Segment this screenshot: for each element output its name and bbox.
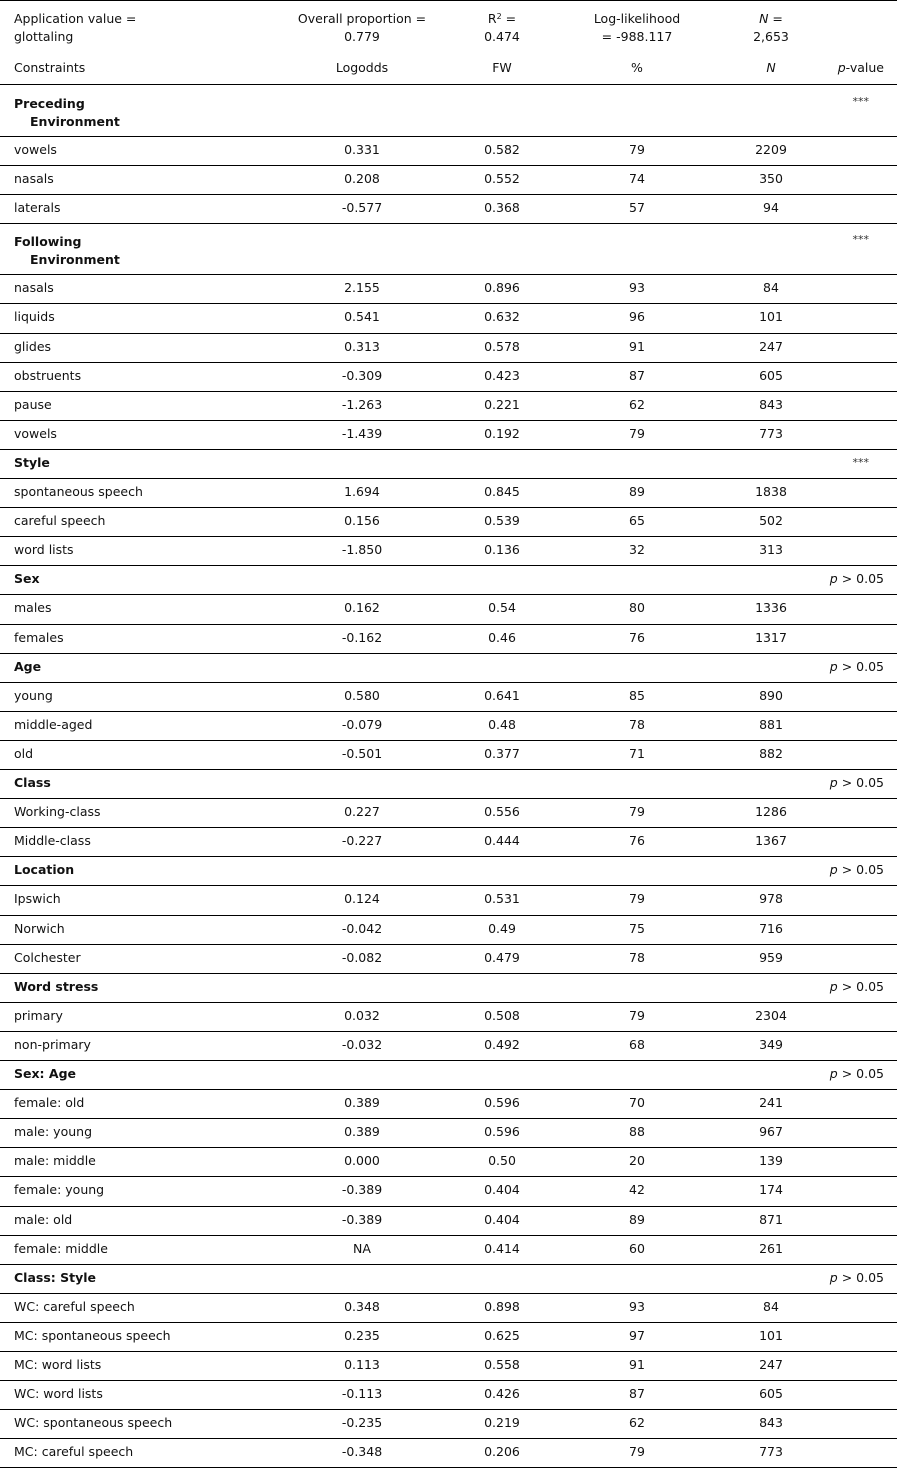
application-value: glottaling xyxy=(14,29,74,44)
table-row xyxy=(0,391,897,420)
n-total-value: 2,653 xyxy=(753,29,789,44)
n-value: 1336 xyxy=(755,600,787,616)
logodds-value: 0.156 xyxy=(344,513,380,529)
percent-value: 79 xyxy=(629,142,645,157)
n-value: 2209 xyxy=(755,142,787,157)
group-name: Age xyxy=(14,658,42,674)
logodds-value: -0.082 xyxy=(341,949,383,965)
table-row xyxy=(0,165,897,194)
group-header-row xyxy=(0,565,897,594)
fw-value: 0.50 xyxy=(488,1153,516,1169)
constraint-label: Working-class xyxy=(14,804,101,820)
percent-value: 62 xyxy=(629,396,645,412)
fw-value: 0.539 xyxy=(484,513,520,529)
percent-value: 97 xyxy=(629,1327,645,1343)
constraint-label: WC: word lists xyxy=(14,1386,103,1402)
table-row xyxy=(0,274,897,303)
n-value: 101 xyxy=(759,309,783,325)
logodds-value: 0.208 xyxy=(344,171,380,187)
n-value: 247 xyxy=(759,338,783,354)
logodds-value: 0.541 xyxy=(344,309,380,325)
percent-value: 20 xyxy=(629,1153,645,1169)
group-p-value: p > 0.05 xyxy=(829,862,884,878)
table-row xyxy=(0,1031,897,1060)
fw-value: 0.552 xyxy=(484,171,520,187)
group-name: Class xyxy=(14,775,51,790)
logodds-value: 0.124 xyxy=(344,891,380,907)
logodds-value: -0.389 xyxy=(341,1211,383,1227)
logodds-value: -0.162 xyxy=(341,629,383,645)
n-total-cell xyxy=(753,10,789,46)
fw-value: 0.368 xyxy=(484,200,520,216)
percent-value: 62 xyxy=(629,1415,645,1431)
fw-value: 0.219 xyxy=(484,1415,520,1431)
constraint-label: liquids xyxy=(14,309,55,325)
constraint-label: Middle-class xyxy=(14,833,91,849)
percent-value: 89 xyxy=(629,1211,645,1227)
n-value: 967 xyxy=(759,1124,783,1140)
n-value: 174 xyxy=(759,1182,783,1198)
logodds-value: 0.348 xyxy=(344,1298,380,1314)
table-row xyxy=(0,711,897,740)
group-name: Class: Style xyxy=(14,1269,97,1285)
n-value: 1286 xyxy=(755,804,787,820)
group-header-row xyxy=(0,223,897,274)
n-total-label: N xyxy=(759,11,769,26)
fw-value: 0.221 xyxy=(484,396,520,412)
fw-value: 0.414 xyxy=(484,1240,520,1256)
constraint-label: middle-aged xyxy=(14,716,93,732)
logodds-value: -0.309 xyxy=(341,367,383,383)
constraint-label: nasals xyxy=(14,171,54,187)
group-header-row xyxy=(0,973,897,1002)
group-p-value: p > 0.05 xyxy=(829,658,884,674)
fw-value: 0.136 xyxy=(484,542,520,558)
percent-value: 65 xyxy=(629,513,645,529)
percent-value: 87 xyxy=(629,1386,645,1402)
group-name: Style xyxy=(14,454,50,470)
constraint-label: male: middle xyxy=(14,1153,96,1169)
group-header-row xyxy=(0,1264,897,1293)
group-p-value: p > 0.05 xyxy=(829,1066,884,1081)
percent-value: 76 xyxy=(629,833,645,849)
n-value: 349 xyxy=(759,1036,783,1052)
percent-value: 96 xyxy=(629,309,645,325)
table-row xyxy=(0,303,897,332)
percent-value: 42 xyxy=(629,1182,645,1198)
logodds-value: 0.000 xyxy=(344,1153,380,1169)
table-row xyxy=(0,1438,897,1467)
logodds-value: 0.389 xyxy=(344,1124,380,1140)
logodds-value: -0.113 xyxy=(341,1386,383,1402)
group-header-row xyxy=(0,856,897,885)
table-row xyxy=(0,478,897,507)
logodds-value: -1.850 xyxy=(341,542,383,558)
table-row xyxy=(0,1293,897,1322)
fw-value: 0.54 xyxy=(488,600,516,616)
table-row xyxy=(0,1380,897,1409)
table-row xyxy=(0,362,897,391)
table-row xyxy=(0,1147,897,1176)
r-squared-eq: = xyxy=(501,11,517,26)
percent-value: 85 xyxy=(629,687,645,703)
overall-proportion-label: Overall proportion = xyxy=(297,11,427,26)
constraint-label: males xyxy=(14,600,52,616)
n-value: 605 xyxy=(759,367,783,383)
n-value: 2304 xyxy=(755,1007,787,1023)
table-row xyxy=(0,194,897,223)
table-row xyxy=(0,944,897,973)
constraint-label: vowels xyxy=(14,425,57,441)
constraint-label: male: young xyxy=(14,1124,93,1140)
constraint-label: old xyxy=(14,745,34,761)
constraint-label: non-primary xyxy=(14,1036,91,1052)
constraint-label: laterals xyxy=(14,200,61,216)
logodds-value: -1.439 xyxy=(341,425,383,441)
percent-value: 79 xyxy=(629,891,645,907)
constraint-label: careful speech xyxy=(14,513,106,529)
percent-value: 57 xyxy=(629,200,645,216)
fw-value: 0.625 xyxy=(484,1327,520,1343)
fw-value: 0.492 xyxy=(484,1036,520,1052)
n-value: 84 xyxy=(763,280,779,296)
logodds-value: NA xyxy=(353,1240,371,1256)
fw-value: 0.531 xyxy=(484,891,520,907)
constraint-label: MC: careful speech xyxy=(14,1444,134,1460)
constraint-label: MC: spontaneous speech xyxy=(14,1327,171,1343)
group-name: Following Environment xyxy=(14,234,120,268)
n-value: 882 xyxy=(759,745,783,761)
n-value: 247 xyxy=(759,1357,783,1372)
n-value: 1367 xyxy=(755,833,787,849)
fw-value: 0.596 xyxy=(484,1095,520,1111)
percent-value: 89 xyxy=(629,484,645,499)
n-value: 261 xyxy=(759,1240,783,1256)
logodds-value: -0.042 xyxy=(341,920,383,936)
group-p-value: *** xyxy=(852,455,869,469)
n-value: 101 xyxy=(759,1327,783,1343)
n-value: 773 xyxy=(759,1444,783,1460)
table-row xyxy=(0,624,897,653)
constraint-label: spontaneous speech xyxy=(14,484,143,499)
log-likelihood-value: = -988.117 xyxy=(601,29,673,44)
n-value: 94 xyxy=(763,200,779,216)
logodds-value: 0.313 xyxy=(344,338,380,354)
table-row xyxy=(0,740,897,769)
logodds-value: -0.032 xyxy=(341,1036,383,1052)
constraint-label: Ipswich xyxy=(14,891,61,907)
group-header-row xyxy=(0,653,897,682)
fw-value: 0.377 xyxy=(484,745,520,761)
overall-proportion: 0.779 xyxy=(344,29,380,44)
n-value: 1838 xyxy=(755,484,787,499)
fw-value: 0.206 xyxy=(484,1444,520,1460)
constraint-label: nasals xyxy=(14,280,54,296)
logodds-value: -0.227 xyxy=(341,833,383,849)
constraint-label: females xyxy=(14,629,64,645)
table-row xyxy=(0,1002,897,1031)
n-value: 871 xyxy=(759,1211,783,1227)
n-value: 881 xyxy=(759,716,783,732)
column-header-n: N xyxy=(766,60,776,75)
group-p-value: *** xyxy=(852,233,869,247)
percent-value: 74 xyxy=(629,171,645,187)
application-value-cell xyxy=(14,10,136,46)
constraint-label: obstruents xyxy=(14,367,82,383)
table-row xyxy=(0,827,897,856)
logodds-value: 0.032 xyxy=(344,1007,380,1023)
constraint-label: female: old xyxy=(14,1095,85,1111)
group-name: Sex xyxy=(14,571,40,587)
percent-value: 78 xyxy=(629,716,645,732)
logodds-value: -1.263 xyxy=(341,396,383,412)
percent-value: 32 xyxy=(629,542,645,558)
constraint-label: Colchester xyxy=(14,949,81,965)
fw-value: 0.479 xyxy=(484,949,520,965)
column-header-p-value: p-value xyxy=(837,60,884,75)
percent-value: 70 xyxy=(629,1095,645,1111)
group-header-row xyxy=(0,1060,897,1089)
percent-value: 93 xyxy=(629,1298,645,1314)
fw-value: 0.558 xyxy=(484,1357,520,1372)
fw-value: 0.508 xyxy=(484,1007,520,1023)
column-header-percent: % xyxy=(631,60,643,75)
n-value: 978 xyxy=(759,891,783,907)
r-squared-label: R xyxy=(487,11,497,26)
group-name: Preceding Environment xyxy=(14,96,120,129)
table-row xyxy=(0,798,897,827)
logodds-value: 0.162 xyxy=(344,600,380,616)
fw-value: 0.404 xyxy=(484,1182,520,1198)
group-header-row xyxy=(0,449,897,478)
constraint-label: WC: careful speech xyxy=(14,1298,135,1314)
application-value-label: Application value = xyxy=(14,11,137,26)
group-header-row xyxy=(0,769,897,798)
table-row xyxy=(0,1322,897,1351)
table-row xyxy=(0,682,897,711)
table-row xyxy=(0,1089,897,1118)
table-row xyxy=(0,885,897,914)
table-row xyxy=(0,333,897,362)
fw-value: 0.641 xyxy=(484,687,520,703)
n-value: 84 xyxy=(763,1298,779,1314)
group-name: Word stress xyxy=(14,978,99,994)
table-row xyxy=(0,1118,897,1147)
fw-value: 0.632 xyxy=(484,309,520,325)
logodds-value: 0.227 xyxy=(344,804,380,820)
constraint-label: female: young xyxy=(14,1182,105,1198)
percent-value: 60 xyxy=(629,1240,645,1256)
percent-value: 93 xyxy=(629,280,645,296)
constraint-label: primary xyxy=(14,1007,63,1023)
n-value: 1317 xyxy=(755,629,787,645)
n-value: 241 xyxy=(759,1095,783,1111)
logodds-value: 0.331 xyxy=(344,142,380,157)
group-p-value: p > 0.05 xyxy=(829,775,884,790)
constraint-label: pause xyxy=(14,396,52,412)
n-value: 843 xyxy=(759,1415,783,1431)
logodds-value: -0.389 xyxy=(341,1182,383,1198)
table-row xyxy=(0,1235,897,1264)
fw-value: 0.192 xyxy=(484,425,520,441)
table-row xyxy=(0,915,897,944)
constraint-label: male: old xyxy=(14,1211,73,1227)
table-row xyxy=(0,1206,897,1235)
percent-value: 88 xyxy=(629,1124,645,1140)
table-row xyxy=(0,420,897,449)
log-likelihood-label: Log-likelihood xyxy=(593,11,681,26)
logodds-value: -0.079 xyxy=(341,716,383,732)
logodds-value: -0.577 xyxy=(341,200,383,216)
group-name: Location xyxy=(14,862,75,878)
n-value: 843 xyxy=(759,396,783,412)
constraint-label: word lists xyxy=(14,542,74,558)
r-squared-sup: 2 xyxy=(496,12,502,21)
group-p-value: *** xyxy=(852,95,869,108)
n-value: 773 xyxy=(759,425,783,441)
r-squared-cell xyxy=(484,10,520,46)
n-value: 350 xyxy=(759,171,783,187)
logodds-value: 0.235 xyxy=(344,1327,380,1343)
overall-proportion-cell xyxy=(298,10,426,46)
table-row xyxy=(0,1351,897,1380)
table-row xyxy=(0,507,897,536)
percent-value: 79 xyxy=(629,804,645,820)
constraint-label: WC: spontaneous speech xyxy=(14,1415,173,1431)
logodds-value: -0.348 xyxy=(341,1444,383,1460)
table-row xyxy=(0,1176,897,1205)
r-squared-value: 0.474 xyxy=(484,29,520,44)
logodds-value: 2.155 xyxy=(344,280,380,296)
percent-value: 80 xyxy=(629,600,645,616)
fw-value: 0.578 xyxy=(484,338,520,354)
percent-value: 68 xyxy=(629,1036,645,1052)
percent-value: 71 xyxy=(629,745,645,761)
logodds-value: -0.501 xyxy=(341,745,383,761)
log-likelihood-cell xyxy=(594,10,680,46)
constraint-label: MC: word lists xyxy=(14,1357,102,1372)
column-header-constraints: Constraints xyxy=(14,60,86,75)
fw-value: 0.444 xyxy=(484,833,520,849)
table-row xyxy=(0,594,897,623)
constraint-label: vowels xyxy=(14,142,57,157)
column-header-logodds: Logodds xyxy=(335,60,389,75)
constraint-label: female: middle xyxy=(14,1240,108,1256)
n-value: 605 xyxy=(759,1386,783,1402)
group-p-value: p > 0.05 xyxy=(829,978,884,994)
constraint-label: Norwich xyxy=(14,920,65,936)
group-p-value: p > 0.05 xyxy=(829,571,884,587)
percent-value: 79 xyxy=(629,425,645,441)
fw-value: 0.582 xyxy=(484,142,520,157)
fw-value: 0.596 xyxy=(484,1124,520,1140)
logodds-value: 0.580 xyxy=(344,687,380,703)
n-value: 139 xyxy=(759,1153,783,1169)
n-value: 313 xyxy=(759,542,783,558)
percent-value: 78 xyxy=(629,949,645,965)
n-value: 959 xyxy=(759,949,783,965)
group-header-row xyxy=(0,85,897,136)
logodds-value: 0.389 xyxy=(344,1095,380,1111)
percent-value: 75 xyxy=(629,920,645,936)
n-value: 716 xyxy=(759,920,783,936)
n-total-eq: = xyxy=(768,11,783,26)
percent-value: 76 xyxy=(629,629,645,645)
logodds-value: 0.113 xyxy=(344,1357,380,1372)
fw-value: 0.426 xyxy=(484,1386,520,1402)
fw-value: 0.48 xyxy=(488,716,516,732)
column-header-fw: FW xyxy=(492,60,512,75)
constraint-label: glides xyxy=(14,338,52,354)
fw-value: 0.423 xyxy=(484,367,520,383)
percent-value: 91 xyxy=(629,338,645,354)
fw-value: 0.896 xyxy=(484,280,520,296)
percent-value: 79 xyxy=(629,1444,645,1460)
table-row xyxy=(0,536,897,565)
group-name: Sex: Age xyxy=(14,1066,76,1081)
table-row xyxy=(0,136,897,165)
fw-value: 0.49 xyxy=(488,920,516,936)
group-p-value: p > 0.05 xyxy=(829,1269,884,1285)
fw-value: 0.404 xyxy=(484,1211,520,1227)
percent-value: 79 xyxy=(629,1007,645,1023)
n-value: 890 xyxy=(759,687,783,703)
n-value: 502 xyxy=(759,513,783,529)
logodds-value: -0.235 xyxy=(341,1415,383,1431)
percent-value: 91 xyxy=(629,1357,645,1372)
logodds-value: 1.694 xyxy=(344,484,380,499)
fw-value: 0.898 xyxy=(484,1298,520,1314)
fw-value: 0.845 xyxy=(484,484,520,499)
percent-value: 87 xyxy=(629,367,645,383)
constraint-label: young xyxy=(14,687,53,703)
fw-value: 0.556 xyxy=(484,804,520,820)
fw-value: 0.46 xyxy=(488,629,516,645)
table-row xyxy=(0,1409,897,1438)
